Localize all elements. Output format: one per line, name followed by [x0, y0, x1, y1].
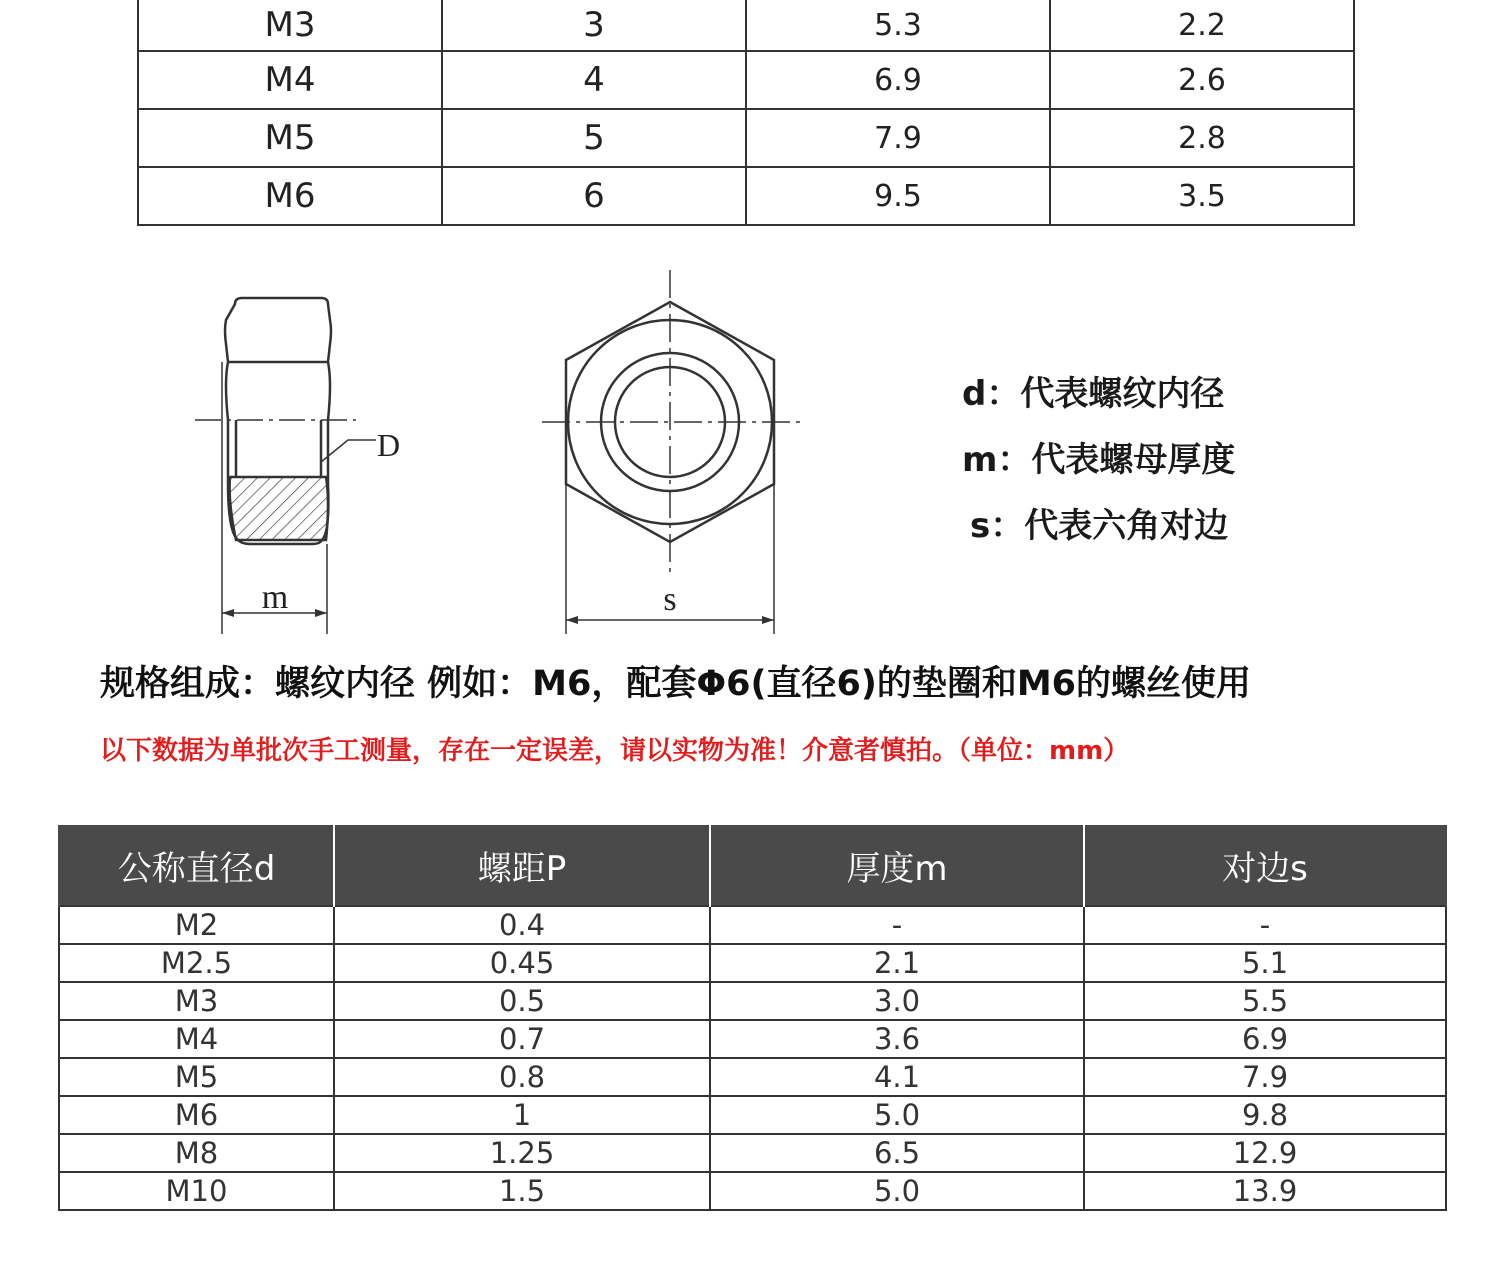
table-cell: 0.45 — [334, 944, 710, 982]
table-cell: 0.5 — [334, 982, 710, 1020]
measurement-note: 以下数据为单批次手工测量，存在一定误差，请以实物为准！介意者慎拍。（单位：mm） — [100, 736, 1130, 766]
table-cell: 3.5 — [1050, 167, 1354, 225]
table-cell: M2 — [59, 906, 334, 944]
table-cell: 5 — [442, 109, 746, 167]
top-size-table — [137, 0, 1355, 226]
table-cell: M4 — [138, 51, 442, 109]
table-cell: 2.8 — [1050, 109, 1354, 167]
table-row — [138, 0, 1354, 51]
table-cell: 2.2 — [1050, 0, 1354, 51]
table-cell: 7.9 — [1084, 1058, 1446, 1096]
table-header-row — [59, 825, 1446, 906]
table-cell: M6 — [59, 1096, 334, 1134]
table-row — [59, 1058, 1446, 1096]
table-row — [59, 1134, 1446, 1172]
label-d-upper: D — [377, 427, 401, 463]
table-cell: 1.5 — [334, 1172, 710, 1210]
legend-d: d：代表螺纹内径 — [962, 374, 1225, 414]
table-cell: 5.1 — [1084, 944, 1446, 982]
column-header-thickness: 厚度m — [710, 825, 1084, 906]
column-header-pitch: 螺距P — [334, 825, 710, 906]
table-cell: 3 — [442, 0, 746, 51]
table-cell: 5.5 — [1084, 982, 1446, 1020]
table-cell: M2.5 — [59, 944, 334, 982]
table-cell: M10 — [59, 1172, 334, 1210]
legend-m: m：代表螺母厚度 — [962, 440, 1236, 480]
legend-s: s：代表六角对边 — [970, 506, 1229, 546]
nut-side-view — [222, 298, 376, 634]
table-cell: M5 — [59, 1058, 334, 1096]
table-cell: 4 — [442, 51, 746, 109]
table-cell: 3.6 — [710, 1020, 1084, 1058]
table-cell: 0.7 — [334, 1020, 710, 1058]
table-cell: 3.0 — [710, 982, 1084, 1020]
table-cell: - — [1084, 906, 1446, 944]
table-cell: M3 — [59, 982, 334, 1020]
table-cell: 1.25 — [334, 1134, 710, 1172]
table-row — [138, 51, 1354, 109]
table-cell: M4 — [59, 1020, 334, 1058]
table-cell: M5 — [138, 109, 442, 167]
table-cell: 9.8 — [1084, 1096, 1446, 1134]
table-cell: 0.4 — [334, 906, 710, 944]
label-s: s — [663, 581, 677, 618]
nut-drawing — [180, 262, 820, 642]
table-cell: 2.1 — [710, 944, 1084, 982]
table-cell: 2.6 — [1050, 51, 1354, 109]
table-cell: 5.0 — [710, 1172, 1084, 1210]
table-cell: 9.5 — [746, 167, 1050, 225]
table-cell: 4.1 — [710, 1058, 1084, 1096]
table-row — [59, 1020, 1446, 1058]
table-cell: - — [710, 906, 1084, 944]
table-cell: 7.9 — [746, 109, 1050, 167]
table-row — [59, 906, 1446, 944]
spec-description: 规格组成：螺纹内径 例如：M6，配套Φ6(直径6)的垫圈和M6的螺丝使用 — [100, 664, 1252, 704]
table-cell: M6 — [138, 167, 442, 225]
spec-table — [58, 825, 1447, 1211]
table-cell: 6.9 — [746, 51, 1050, 109]
table-cell: 12.9 — [1084, 1134, 1446, 1172]
table-cell: 5.3 — [746, 0, 1050, 51]
table-cell: 0.8 — [334, 1058, 710, 1096]
table-cell: M8 — [59, 1134, 334, 1172]
column-header-diameter: 公称直径d — [59, 825, 334, 906]
table-cell: 13.9 — [1084, 1172, 1446, 1210]
table-cell: M3 — [138, 0, 442, 51]
table-row — [59, 982, 1446, 1020]
table-cell: 6.9 — [1084, 1020, 1446, 1058]
table-row — [59, 1172, 1446, 1210]
label-m: m — [261, 579, 289, 616]
column-header-across-flats: 对边s — [1084, 825, 1446, 906]
table-row — [138, 167, 1354, 225]
table-row — [59, 1096, 1446, 1134]
table-cell: 5.0 — [710, 1096, 1084, 1134]
table-cell: 1 — [334, 1096, 710, 1134]
table-row — [59, 944, 1446, 982]
table-cell: 6.5 — [710, 1134, 1084, 1172]
table-cell: 6 — [442, 167, 746, 225]
table-row — [138, 109, 1354, 167]
